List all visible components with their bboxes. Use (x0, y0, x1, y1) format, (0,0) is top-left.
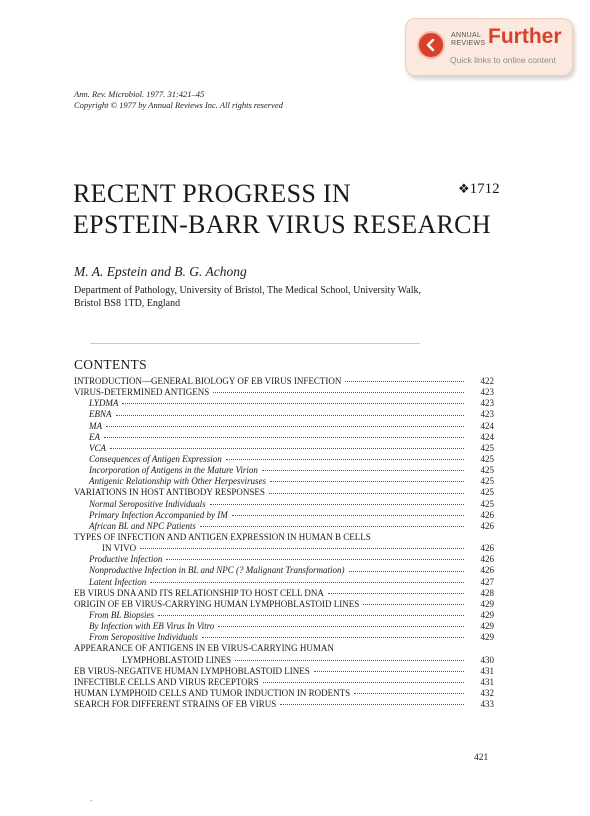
toc-dot-leader (158, 614, 464, 616)
toc-entry[interactable] (74, 655, 494, 666)
article-serial-number (458, 181, 500, 198)
affiliation: Department of Pathology, University of Bristol, The Medical School, University Walk, Bristol BS8 1TD, England (74, 285, 422, 309)
toc-entry-label: INFECTIBLE CELLS AND VIRUS RECEPTORS (74, 676, 259, 687)
toc-entry-page: 429 (480, 609, 494, 620)
toc-entry[interactable] (74, 532, 494, 543)
toc-entry-label: VIRUS-DETERMINED ANTIGENS (74, 387, 210, 398)
toc-entry[interactable] (74, 376, 494, 387)
footer-mark: - (90, 796, 93, 805)
toc-entry[interactable] (74, 554, 494, 565)
toc-dot-leader (226, 458, 464, 460)
toc-entry-page: 433 (480, 699, 494, 710)
toc-entry-label: VARIATIONS IN HOST ANTIBODY RESPONSES (74, 487, 265, 498)
toc-dot-leader (150, 581, 464, 583)
toc-entry-label: From Seropositive Individuals (89, 632, 198, 643)
toc-dot-leader (110, 447, 464, 449)
toc-entry-page: 428 (480, 587, 494, 598)
toc-entry-label: EB VIRUS DNA AND ITS RELATIONSHIP TO HOST CELL DNA (74, 587, 324, 598)
toc-entry[interactable] (74, 476, 494, 487)
toc-entry-page: 425 (480, 465, 494, 476)
toc-entry-label: African BL and NPC Patients (89, 520, 196, 531)
toc-entry-label: TYPES OF INFECTION AND ANTIGEN EXPRESSION IN HUMAN B CELLS (74, 531, 371, 542)
toc-dot-leader (116, 414, 465, 416)
section-divider (90, 343, 420, 344)
toc-dot-leader (235, 659, 464, 661)
toc-entry-page: 423 (480, 387, 494, 398)
toc-dot-leader (314, 670, 464, 672)
toc-entry-label: INTRODUCTION—GENERAL BIOLOGY OF EB VIRUS INFECTION (74, 376, 342, 386)
toc-entry-label: IN VIVO (102, 543, 137, 554)
toc-entry[interactable] (74, 454, 494, 465)
toc-entry[interactable] (74, 632, 494, 643)
badge-subtitle: Quick links to online content (450, 55, 556, 65)
toc-entry-page: 423 (480, 398, 494, 409)
toc-entry-page: 429 (480, 621, 494, 632)
toc-entry-label: From BL Biopsies (89, 609, 155, 620)
toc-entry-page: 425 (480, 442, 494, 453)
toc-entry-label: Productive Infection (89, 554, 163, 565)
toc-entry[interactable] (74, 421, 494, 432)
toc-entry-page: 422 (480, 376, 494, 386)
citation-line: Ann. Rev. Microbiol. 1977. 31:421–45 (74, 89, 205, 99)
toc-entry-label: Incorporation of Antigens in the Mature Virion (89, 465, 258, 476)
toc-entry-page: 426 (480, 509, 494, 520)
toc-entry[interactable] (74, 465, 494, 476)
toc-dot-leader (140, 547, 464, 549)
badge-publisher-label: ANNUAL REVIEWS (451, 32, 486, 47)
toc-entry-page: 430 (480, 654, 494, 665)
toc-entry[interactable] (74, 621, 494, 632)
toc-entry-page: 425 (480, 487, 494, 498)
toc-dot-leader (122, 402, 464, 404)
toc-dot-leader (349, 570, 465, 572)
toc-entry-label: Latent Infection (89, 576, 147, 587)
toc-entry[interactable] (74, 443, 494, 454)
toc-entry-label: Primary Infection Accompanied by IM (89, 509, 228, 520)
toc-entry-page: 425 (480, 498, 494, 509)
toc-entry-label: Consequences of Antigen Expression (89, 453, 222, 464)
toc-entry-page: 426 (480, 554, 494, 565)
toc-dot-leader (363, 603, 464, 605)
toc-entry-page: 425 (480, 453, 494, 464)
toc-entry-page: 425 (480, 476, 494, 487)
toc-entry-label: Antigenic Relationship with Other Herpesviruses (89, 476, 266, 487)
toc-entry[interactable] (74, 643, 494, 654)
toc-dot-leader (262, 469, 464, 471)
toc-dot-leader (354, 692, 464, 694)
toc-entry-page: 426 (480, 520, 494, 531)
toc-entry[interactable] (74, 699, 494, 710)
toc-entry[interactable] (74, 688, 494, 699)
toc-entry-page: 426 (480, 543, 494, 554)
chevron-left-icon (417, 31, 445, 59)
copyright-line: Copyright © 1977 by Annual Reviews Inc. All rights reserved (74, 100, 283, 110)
toc-dot-leader (213, 391, 464, 393)
toc-entry[interactable] (74, 387, 494, 398)
toc-entry[interactable] (74, 432, 494, 443)
toc-entry[interactable] (74, 398, 494, 409)
toc-entry-label: EA (89, 431, 100, 442)
toc-entry[interactable] (74, 409, 494, 420)
toc-entry-label: EBNA (89, 409, 112, 420)
toc-dot-leader (202, 636, 464, 638)
toc-entry[interactable] (74, 666, 494, 677)
toc-entry-label: MA (89, 420, 102, 431)
toc-entry[interactable] (74, 588, 494, 599)
contents-heading: CONTENTS (74, 357, 147, 372)
toc-entry-label: By Infection with EB Virus In Vitro (89, 621, 215, 632)
toc-dot-leader (269, 492, 464, 494)
toc-dot-leader (263, 681, 464, 683)
authors: M. A. Epstein and B. G. Achong (74, 264, 247, 279)
toc-entry-label: Normal Seropositive Individuals (89, 498, 206, 509)
toc-entry-page: 429 (480, 598, 494, 609)
toc-entry[interactable] (74, 543, 494, 554)
toc-entry-label: LYMPHOBLASTOID LINES (122, 654, 232, 665)
toc-entry-label: SEARCH FOR DIFFERENT STRAINS OF EB VIRUS (74, 699, 277, 710)
toc-entry-page: 426 (480, 565, 494, 576)
toc-dot-leader (232, 514, 464, 516)
toc-entry[interactable] (74, 677, 494, 688)
toc-dot-leader (106, 425, 464, 427)
toc-entry-page: 432 (480, 687, 494, 698)
toc-entry[interactable] (74, 610, 494, 621)
toc-entry-page: 431 (480, 665, 494, 676)
toc-entry-page: 427 (480, 576, 494, 587)
toc-entry-label: VCA (89, 442, 106, 453)
article-title: RECENT PROGRESS IN EPSTEIN-BARR VIRUS RESEARCH (73, 179, 491, 239)
toc-dot-leader (218, 625, 464, 627)
toc-entry-page: 424 (480, 431, 494, 442)
toc-entry-label: EB VIRUS-NEGATIVE HUMAN LYMPHOBLASTOID LINES (74, 665, 310, 676)
toc-entry[interactable] (74, 510, 494, 521)
toc-entry-page: 423 (480, 409, 494, 420)
toc-entry-label: LYDMA (89, 398, 119, 409)
toc-dot-leader (104, 436, 464, 438)
toc-dot-leader (280, 703, 464, 705)
toc-dot-leader (270, 480, 464, 482)
toc-entry[interactable] (74, 487, 494, 498)
toc-entry-page: 429 (480, 632, 494, 643)
journal-citation (74, 89, 283, 111)
serial-number: 1712 (469, 181, 500, 197)
toc-entry-label: APPEARANCE OF ANTIGENS IN EB VIRUS-CARRYING HUMAN (74, 643, 334, 654)
serial-symbol: ❖ (458, 181, 470, 196)
toc-dot-leader (200, 525, 464, 527)
toc-entry[interactable] (74, 499, 494, 510)
page-number: 421 (474, 753, 489, 763)
toc-entry-label: Nonproductive Infection in BL and NPC (? Malignant Transformation) (89, 565, 345, 576)
toc-entry[interactable] (74, 565, 494, 576)
badge-further-label: Further (488, 25, 562, 48)
toc-dot-leader (328, 592, 464, 594)
toc-dot-leader (345, 380, 464, 382)
toc-entry[interactable] (74, 599, 494, 610)
toc-entry-label: ORIGIN OF EB VIRUS-CARRYING HUMAN LYMPHOBLASTOID LINES (74, 598, 360, 609)
toc-entry-page: 424 (480, 420, 494, 431)
table-of-contents (74, 376, 494, 710)
toc-entry[interactable] (74, 577, 494, 588)
toc-entry-page: 431 (480, 676, 494, 687)
annual-reviews-further-badge[interactable] (405, 18, 573, 76)
toc-entry[interactable] (74, 521, 494, 532)
toc-dot-leader (166, 558, 464, 560)
toc-entry-label: HUMAN LYMPHOID CELLS AND TUMOR INDUCTION IN RODENTS (74, 687, 351, 698)
toc-dot-leader (210, 503, 464, 505)
